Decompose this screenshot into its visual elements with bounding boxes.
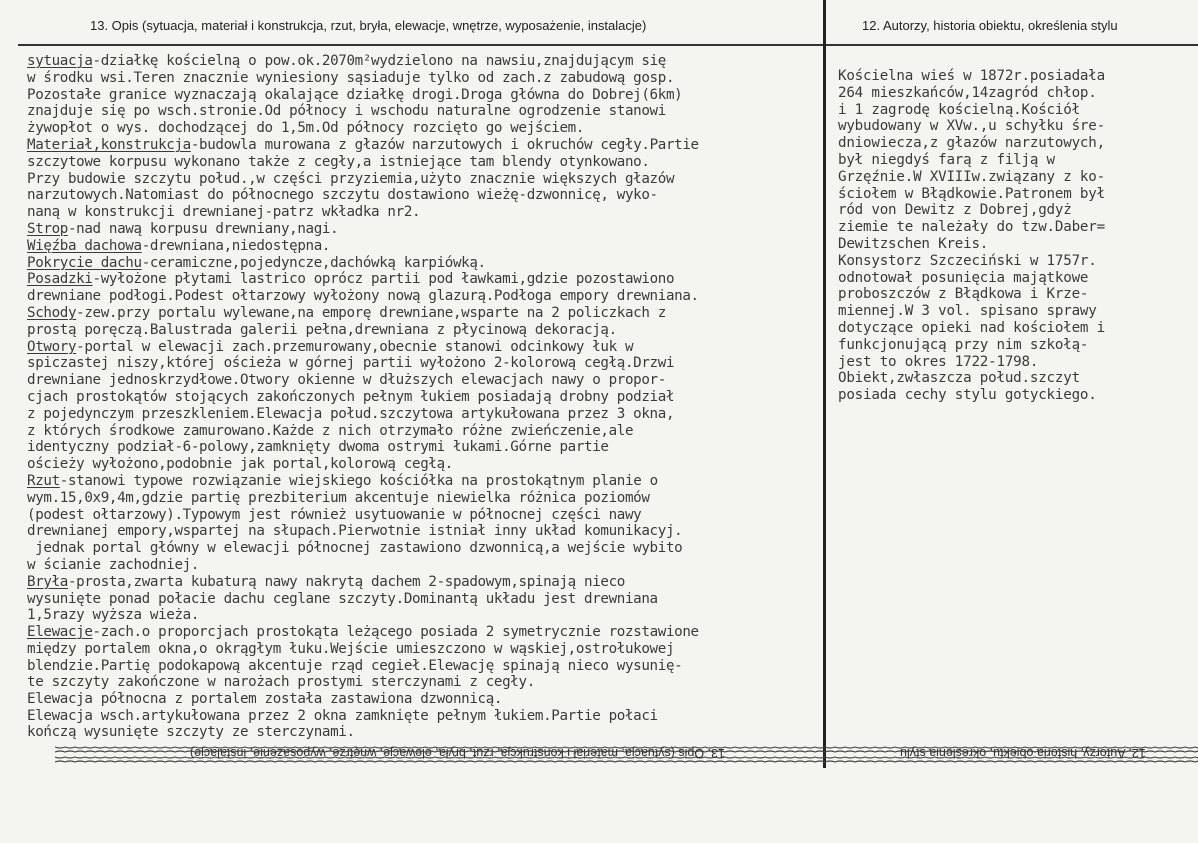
description-line	[27, 305, 847, 322]
description-line-text: -stanowi typowe rozwiązanie wiejskiego kościółka na prostokątnym planie o	[59, 472, 658, 489]
description-line	[27, 607, 847, 624]
description-line-text: wysunięte ponad połacie dachu ceglane szczyty.Dominantą układu jest drewniana	[27, 590, 658, 607]
description-line-text: żywopłot o wys. dochodzącej do 1,5m.Od północy rozcięto go wejściem.	[27, 120, 585, 137]
mirrored-section-12-heading: 12. Autorzy, historia obiektu, określenia stylu	[900, 746, 1146, 760]
description-line-text: drewnianej empory,wspartej na słupach.Pierwotnie istniał inny układ komunikacyj.	[27, 523, 683, 540]
mirrored-section-13-heading: 13. Opis (sytuacja, materiał i konstrukcja, rzut, bryła, elewacje, wnętrze, wyposażenie, instalacje)	[190, 746, 725, 760]
description-line-text: -zew.przy portalu wylewane,na emporę drewniane,wsparte na 2 policzkach z	[76, 304, 666, 321]
description-line-text: Przy budowie szczytu połud.,w części przyziemia,użyto znacznie większych głazów	[27, 170, 675, 187]
description-line-text: 1,5razy wyższa wieża.	[27, 607, 200, 624]
history-line: był niegdyś farą z filją w	[838, 151, 1055, 168]
description-line-text: (podest ołtarzowy).Typowym jest również usytuowanie w północnej części nawy	[27, 506, 642, 523]
description-line	[27, 187, 847, 204]
history-line: Kościelna wieś w 1872r.posiadała	[838, 68, 1105, 84]
history-line: funkcjonującą przy nim szkołą-	[838, 336, 1089, 353]
history-text	[838, 68, 1198, 404]
description-line-text: -prosta,zwarta kubaturą nawy nakrytą dachem 2-spadowym,spinają nieco	[67, 573, 625, 590]
description-line	[27, 204, 847, 221]
description-line	[27, 322, 847, 339]
section-keyword: Materiał,konstrukcja	[27, 136, 191, 153]
description-line	[27, 271, 847, 288]
section-keyword: Strop	[27, 220, 68, 237]
description-line-text: spiczastej niszy,której ościeża w górnej partii wyłożono 2-kolorową cegłą.Drzwi	[27, 355, 675, 372]
history-line: Konsystorz Szczeciński w 1757r.	[838, 252, 1097, 269]
description-line-text: znajduje się po wsch.stronie.Od północy i wschodu naturalne ogrodzenie stanowi	[27, 103, 666, 120]
description-line-text: Elewacja północna z portalem została zastawiona dzwonnicą.	[27, 691, 503, 708]
description-overflow-line-1: Elewacja wsch.artykułowana przez 2 okna zamknięte pełnym łukiem.Partie połaci	[27, 708, 658, 724]
description-line	[27, 372, 847, 389]
description-line	[27, 171, 847, 188]
description-line	[27, 473, 847, 490]
section-keyword: sytuacja	[27, 53, 93, 69]
description-overflow-line-2: kończą wysunięte szczyty ze sterczynami.	[27, 724, 355, 740]
description-line	[27, 221, 847, 238]
history-line: ród von Dewitz z Dobrej,gdyż	[838, 202, 1072, 219]
description-line-text: w ścianie zachodniej.	[27, 556, 200, 573]
history-line: ziemie te należały do tzw.Daber=	[838, 219, 1105, 236]
description-line-text: cjach prostokątów stojących zakończonych pełnym łukiem posiadają drobny podział	[27, 388, 675, 405]
description-line	[27, 288, 847, 305]
description-line-text: między portalem okna,o okrągłym łuku.Wejście umieszczono w wąskiej,ostrołukowej	[27, 640, 675, 657]
header-rule	[18, 44, 1198, 46]
description-line-text: -nad nawą korpusu drewniany,nagi.	[67, 220, 339, 237]
description-line-text: drewniane jednoskrzydłowe.Otwory okienne w dłuższych elewacjach nawy o propor-	[27, 372, 666, 389]
description-line	[27, 87, 847, 104]
history-line: Obiekt,zwłaszcza połud.szczyt	[838, 370, 1080, 387]
description-line	[27, 641, 847, 658]
description-line	[27, 406, 847, 423]
description-line-text: blendzie.Partię podokapową akcentuje rząd cegieł.Elewację spinają nieco wysunię-	[27, 657, 683, 674]
description-line-text: drewniane podłogi.Podest ołtarzowy wyłożony nową glazurą.Podłoga empory drewniana.	[27, 288, 699, 305]
description-line	[27, 154, 847, 171]
section-keyword: Elewacje	[27, 624, 93, 641]
history-line: Dewitzschen Kreis.	[838, 235, 989, 252]
description-line-text: -portal w elewacji zach.przemurowany,obecnie stanowi odcinkowy łuk w	[76, 338, 634, 355]
history-line: wybudowany w XVw.,u schyłku śre-	[838, 118, 1105, 135]
history-line: proboszczów z Błądkowa i Krze-	[838, 286, 1089, 303]
description-line-text: jednak portal główny w elewacji północnej zastawiono dzwonnicą,a wejście wybito	[27, 540, 683, 557]
history-line: ściołem w Błądkowie.Patronem był	[838, 185, 1105, 202]
description-line	[27, 238, 847, 255]
description-line-text: -wyłożone płytami lastrico oprócz partii pod ławkami,gdzie pozostawiono	[92, 271, 675, 288]
description-line-text: ościeży wyłożono,podobnie jak portal,kolorową cegłą.	[27, 456, 453, 473]
description-line	[27, 523, 847, 540]
history-line: odnotował posunięcia majątkowe	[838, 269, 1089, 286]
history-line: dotyczące opieki nad kościołem i	[838, 319, 1105, 336]
section-keyword: Więźba dachowa	[27, 237, 142, 254]
description-line	[27, 591, 847, 608]
description-line	[27, 389, 847, 406]
description-line-text: w środku wsi.Teren znacznie wyniesiony sąsiaduje tylko od zach.z zabudową gosp.	[27, 69, 675, 86]
description-line	[27, 456, 847, 473]
description-line	[27, 658, 847, 675]
description-line-text: Pozostałe granice wyznaczają okalające działkę drogi.Droga główna do Dobrej(6km)	[27, 86, 683, 103]
history-line: miennej.W 3 vol. spisano sprawy	[838, 303, 1097, 320]
description-line-text: narzutowych.Natomiast do północnego szczytu dostawiono wieżę-dzwonnicę, wyko-	[27, 187, 658, 204]
section-keyword: Posadzki	[27, 271, 93, 288]
description-line	[27, 137, 847, 154]
description-line-text: szczytowe korpusu wykonano także z cegły,a istniejące tam blendy otynkowano.	[27, 153, 650, 170]
description-line	[27, 507, 847, 524]
description-line-text: z pojedynczym przeszkleniem.Elewacja połud.szczytowa artykułowana przez 3 okna,	[27, 405, 675, 422]
description-line	[27, 490, 847, 507]
description-line	[27, 540, 847, 557]
description-line-text: -zach.o proporcjach prostokąta leżącego posiada 2 symetrycznie rozstawione	[92, 624, 699, 641]
description-line-text: identyczny podział-6-polowy,zamknięty dwoma ostrymi łukami.Górne partie	[27, 439, 609, 456]
description-line-text: -budowla murowana z głazów narzutowych i okruchów cegły.Partie	[190, 136, 699, 153]
description-line	[27, 674, 847, 691]
description-line	[27, 574, 847, 591]
description-line	[27, 423, 847, 440]
section-13-heading: 13. Opis (sytuacja, materiał i konstrukcja, rzut, bryła, elewacje, wnętrze, wyposażenie, instalacje)	[90, 18, 647, 33]
description-line	[27, 103, 847, 120]
history-line: posiada cechy stylu gotyckiego.	[838, 387, 1097, 404]
description-line	[27, 355, 847, 372]
description-line-text: prostą poręczą.Balustrada galerii pełna,drewniana z płycinową dekoracją.	[27, 321, 617, 338]
description-line	[27, 624, 847, 641]
description-line	[27, 53, 847, 70]
description-line-text: wym.15,0x9,4m,gdzie partię prezbiterium akcentuje niewielka różnica poziomów	[27, 489, 650, 506]
history-line: jest to okres 1722-1798.	[838, 353, 1039, 370]
history-line: 264 mieszkańców,14zagród chłop.	[838, 84, 1097, 101]
section-12-heading: 12. Autorzy, historia obiektu, określenia stylu	[862, 18, 1118, 33]
description-line-text: naną w konstrukcji drewnianej-patrz wkładka nr2.	[27, 204, 421, 221]
description-line-text: -drewniana,niedostępna.	[141, 237, 331, 254]
description-line	[27, 70, 847, 87]
description-line-text: -ceramiczne,pojedyncze,dachówką karpiówką.	[141, 254, 486, 271]
description-line	[27, 339, 847, 356]
section-keyword: Otwory	[27, 338, 77, 355]
wavy-line	[55, 761, 1198, 762]
description-line-text: -działkę kościelną o pow.ok.2070m²wydzielono na nawsiu,znajdującym się	[92, 53, 666, 69]
history-line: Grzęźnie.W XVIIIw.związany z ko-	[838, 168, 1105, 185]
description-line-text: te szczyty zakończone w narożach prostymi sterczynami z cegły.	[27, 674, 535, 691]
description-line	[27, 439, 847, 456]
description-text	[27, 53, 847, 708]
section-keyword: Rzut	[27, 472, 60, 489]
description-line	[27, 120, 847, 137]
section-keyword: Bryła	[27, 573, 68, 590]
description-line	[27, 255, 847, 272]
section-keyword: Pokrycie dachu	[27, 254, 142, 271]
description-line-text: z których środkowe zamurowano.Każde z nich otrzymało różne zwieńczenie,ale	[27, 422, 634, 439]
section-keyword: Schody	[27, 304, 77, 321]
description-line	[27, 691, 847, 708]
history-line: i 1 zagrodę kościelną.Kościół	[838, 101, 1080, 118]
history-line: dniowiecza,z głazów narzutowych,	[838, 135, 1105, 152]
description-line	[27, 557, 847, 574]
